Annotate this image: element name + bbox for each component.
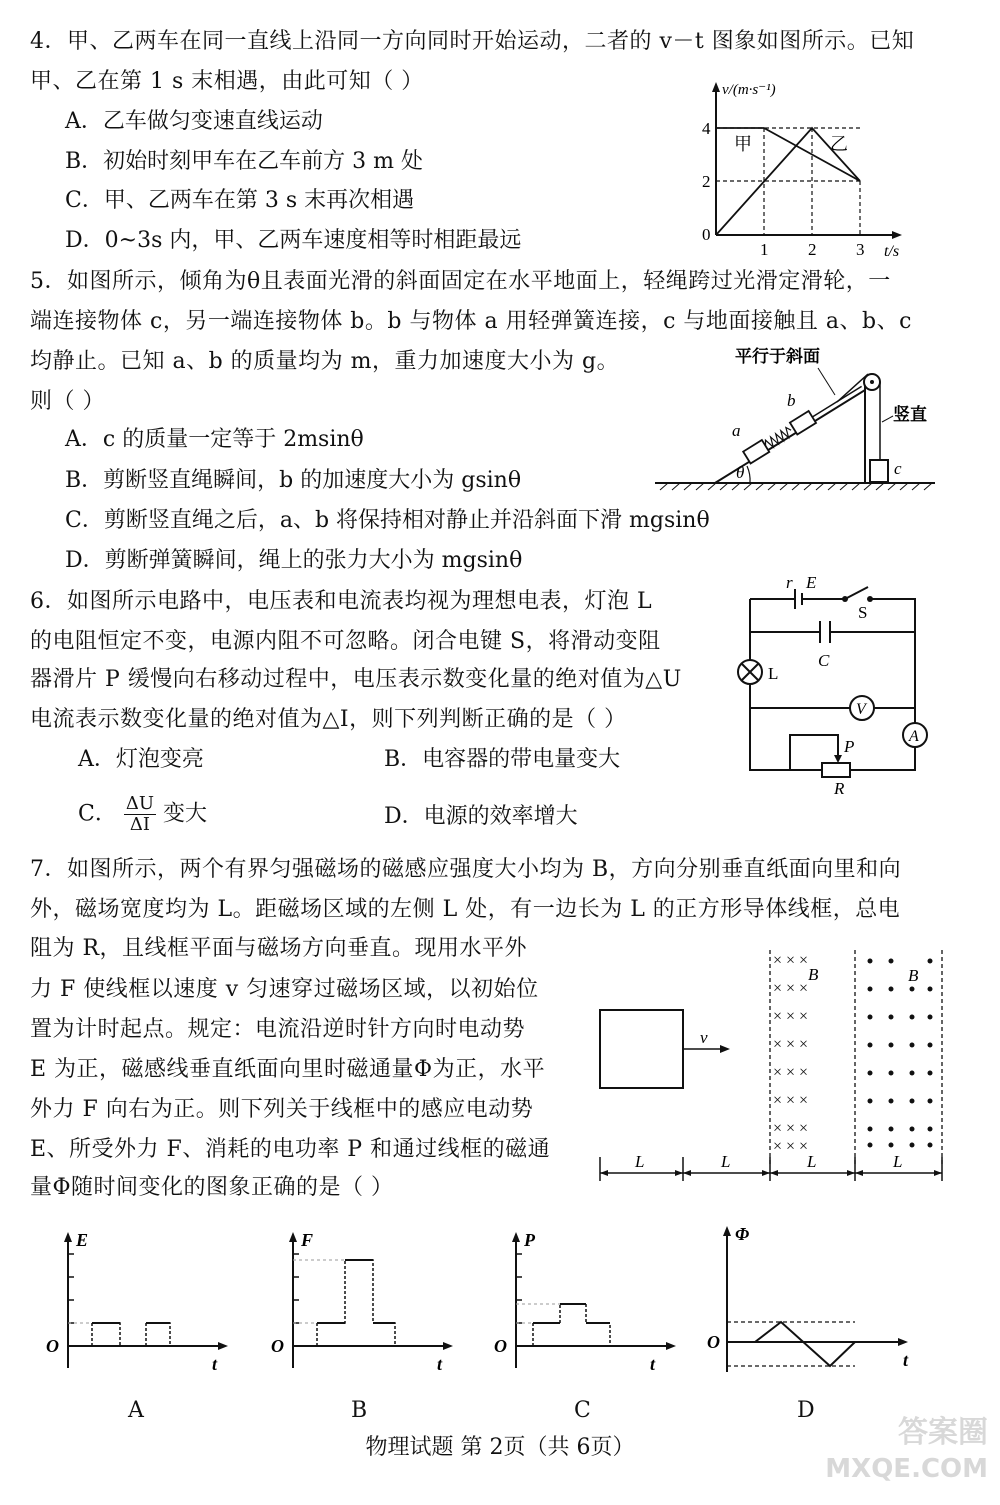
q6-label-r: r — [786, 575, 793, 592]
q7-graph-c-axis: P — [524, 1230, 535, 1250]
q4-ytick-2: 2 — [702, 172, 711, 191]
q7-graph-a-axis: E — [76, 1230, 89, 1250]
q7-stem-line2: 外，磁场宽度均为 L。距磁场区域的左侧 L 处，有一边长为 L 的正方形导体线框，总电 — [30, 897, 901, 922]
q4-stem-line2: 甲、乙在第 1 s 末相遇，由此可知（ ） — [30, 69, 424, 94]
q7-graph-d-t: t — [903, 1350, 909, 1370]
q4-stem-line1: 4．甲、乙两车在同一直线上沿同一方向同时开始运动，二者的 v－t 图象如图所示。已知 — [30, 29, 915, 54]
q7-graph-d — [705, 1222, 925, 1378]
q7-graph-c-t: t — [650, 1354, 656, 1374]
q7-body-line6: E、所受外力 F、消耗的电功率 P 和通过线框的磁通 — [30, 1137, 551, 1162]
q5-stem-line3: 均静止。已知 a、b 的质量均为 m，重力加速度大小为 g。 — [30, 349, 620, 374]
q6-option-c-suffix: 变大 — [163, 801, 208, 827]
svg-text:× × ×: × × × — [773, 952, 809, 969]
q7-body-line1: 阻为 R，且线框平面与磁场方向垂直。现用水平外 — [30, 936, 528, 961]
q5-option-b: B．剪断竖直绳瞬间，b 的加速度大小为 gsinθ — [65, 468, 522, 493]
q4-xlabel: t/s — [884, 243, 900, 260]
svg-text:× × ×: × × × — [773, 1138, 809, 1155]
q4-xtick-2: 2 — [808, 240, 817, 259]
q6-label-A: A — [909, 728, 919, 745]
q7-graph-b — [265, 1228, 465, 1378]
q7-width-L1: L — [635, 1152, 645, 1171]
svg-text:× × ×: × × × — [773, 1008, 809, 1025]
q5-stem-line4: 则（ ） — [30, 389, 105, 414]
q7-body-line3: 置为计时起点。规定：电流沿逆时针方向时电动势 — [30, 1017, 526, 1042]
q7-graph-a-label: A — [128, 1398, 144, 1423]
q4-option-a: A．乙车做匀变速直线运动 — [65, 109, 323, 134]
q5-label-c: c — [894, 459, 902, 478]
q7-width-L4: L — [893, 1152, 903, 1171]
svg-text:× × ×: × × × — [773, 1064, 809, 1081]
q7-graph-c — [488, 1228, 688, 1378]
svg-text:× × ×: × × × — [773, 1120, 809, 1137]
q6-label-L: L — [768, 664, 779, 683]
svg-text:× × ×: × × × — [773, 1036, 809, 1053]
q6-circuit-diagram — [730, 575, 945, 800]
q7-stem-line1: 7．如图所示，两个有界匀强磁场的磁感应强度大小均为 B，方向分别垂直纸面向里和向 — [30, 857, 902, 882]
q7-graph-b-axis: F — [301, 1230, 314, 1250]
q6-stem-line3: 器滑片 P 缓慢向右移动过程中，电压表示数变化量的绝对值为△U — [30, 667, 682, 692]
q6-option-c-prefix: C． — [78, 801, 117, 827]
q7-field-figure — [590, 945, 960, 1185]
q7-label-B1: B — [808, 965, 819, 984]
q7-graph-b-t: t — [437, 1354, 443, 1374]
q6-option-c-fraction — [124, 794, 156, 835]
q4-label-jia: 甲 — [734, 134, 752, 154]
q7-graph-d-axis: Φ — [735, 1224, 750, 1244]
q7-width-L3: L — [807, 1152, 817, 1171]
q4-xtick-3: 3 — [856, 240, 865, 259]
q7-graph-c-label: C — [574, 1398, 591, 1423]
q7-graph-b-origin: O — [271, 1336, 284, 1356]
q4-label-yi: 乙 — [830, 134, 848, 154]
watermark-logo-text: 答案圈 — [898, 1415, 988, 1450]
q4-xtick-1: 1 — [760, 240, 769, 259]
q5-option-d: D．剪断弹簧瞬间，绳上的张力大小为 mgsinθ — [65, 548, 523, 573]
q6-label-E: E — [806, 575, 817, 592]
q6-label-P: P — [844, 737, 855, 756]
q7-body-line5: 外力 F 向右为正。则下列关于线框中的感应电动势 — [30, 1097, 534, 1122]
q6-option-d: D．电源的效率增大 — [384, 804, 578, 829]
q6-stem-line2: 的电阻恒定不变，电源内阻不可忽略。闭合电键 S，将滑动变阻 — [30, 629, 661, 654]
q6-stem-line4: 电流表示数变化量的绝对值为△I，则下列判断正确的是（ ） — [30, 707, 627, 732]
svg-text:× × ×: × × × — [773, 980, 809, 997]
watermark-url: MXQE.COM — [825, 1454, 988, 1484]
q7-body-line4: E 为正，磁感线垂直纸面向里时磁通量Φ为正，水平 — [30, 1057, 546, 1082]
q6-option-c-numerator: ΔU — [125, 793, 155, 814]
q4-ytick-4: 4 — [702, 119, 711, 138]
q5-option-c: C．剪断竖直绳之后，a、b 将保持相对静止并沿斜面下滑 mgsinθ — [65, 508, 710, 533]
q7-graph-a-t: t — [212, 1354, 218, 1374]
q5-label-parallel: 平行于斜面 — [735, 347, 820, 366]
watermark — [825, 1415, 988, 1487]
q5-label-b: b — [787, 391, 796, 410]
q7-graph-d-label: D — [797, 1398, 815, 1423]
svg-text:× × ×: × × × — [773, 1092, 809, 1109]
q7-graph-a — [40, 1228, 240, 1378]
q6-option-c — [78, 794, 207, 835]
q6-label-V: V — [856, 701, 866, 718]
q5-stem-line2: 端连接物体 c，另一端连接物体 b。b 与物体 a 用轻弹簧连接，c 与地面接触且 a、b、c — [30, 309, 912, 334]
q7-graph-d-origin: O — [707, 1332, 720, 1352]
q5-theta: θ — [736, 463, 745, 482]
q4-vt-graph — [690, 80, 920, 260]
q4-ytick-0: 0 — [702, 225, 711, 244]
q4-option-c: C．甲、乙两车在第 3 s 末再次相遇 — [65, 188, 415, 213]
q4-option-b: B．初始时刻甲车在乙车前方 3 m 处 — [65, 149, 424, 174]
q6-label-R: R — [834, 779, 845, 798]
q5-label-a: a — [732, 421, 741, 440]
q5-label-vertical: 竖直 — [893, 405, 927, 424]
q7-label-B2: B — [908, 966, 919, 985]
q7-width-L2: L — [721, 1152, 731, 1171]
q6-option-a: A．灯泡变亮 — [78, 747, 204, 772]
q7-label-v: v — [700, 1028, 708, 1047]
q4-ylabel: v/(m·s⁻¹) — [722, 82, 776, 98]
q7-graph-c-origin: O — [494, 1336, 507, 1356]
q7-graph-a-origin: O — [46, 1336, 59, 1356]
q6-label-S: S — [858, 603, 868, 622]
q6-option-c-denominator: ΔI — [129, 814, 150, 835]
page-footer: 物理试题 第 2页（共 6页） — [365, 1435, 635, 1460]
q6-option-b: B．电容器的带电量变大 — [384, 747, 621, 772]
q7-body-line7: 量Φ随时间变化的图象正确的是（ ） — [30, 1175, 394, 1200]
q7-graph-b-label: B — [351, 1398, 368, 1423]
q4-option-d: D．0~3s 内，甲、乙两车速度相等时相距最远 — [65, 228, 522, 253]
q5-option-a: A．c 的质量一定等于 2msinθ — [65, 427, 364, 452]
q5-incline-figure — [650, 340, 950, 500]
q7-body-line2: 力 F 使线框以速度 v 匀速穿过磁场区域，以初始位 — [30, 977, 539, 1002]
q5-stem-line1: 5．如图所示，倾角为θ且表面光滑的斜面固定在水平地面上，轻绳跨过光滑定滑轮，一 — [30, 269, 891, 294]
q6-label-C: C — [818, 651, 830, 670]
q6-stem-line1: 6．如图所示电路中，电压表和电流表均视为理想电表，灯泡 L — [30, 589, 653, 614]
